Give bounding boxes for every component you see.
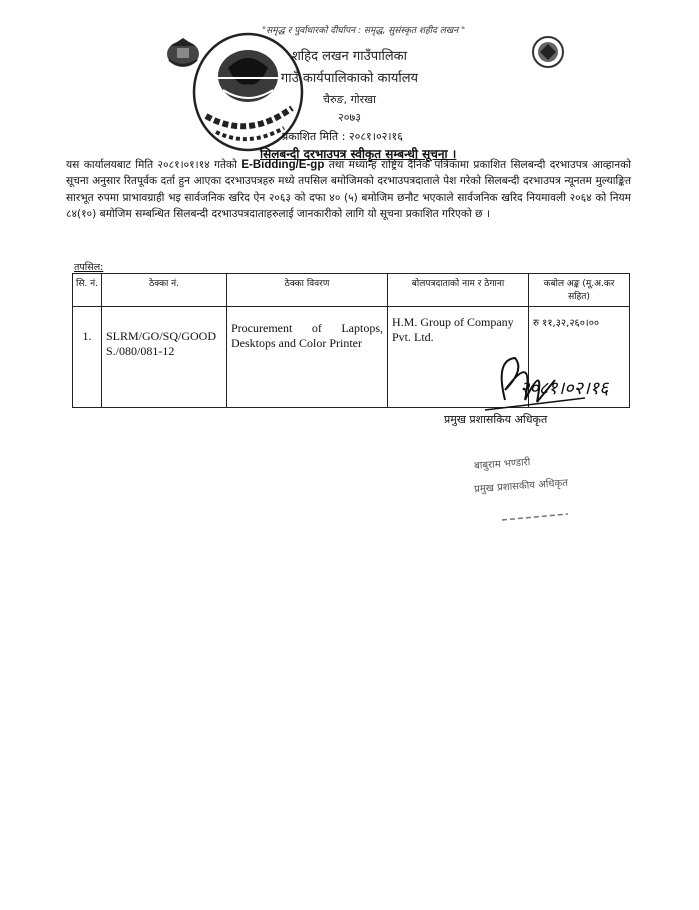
seal-underline-icon xyxy=(500,510,570,524)
row-sn: 1. xyxy=(73,307,102,408)
motto-text: "समृद्ध र पुर्वाधारको दीर्घापन : समृद्ध, सुसंस्कृत शहीद लखन " xyxy=(262,26,466,36)
office-year: २०७३ xyxy=(338,111,361,124)
published-date: प्रकाशित मिति : २०८१।०२।१६ xyxy=(282,130,403,143)
body-part-1: यस कार्यालयबाट मिति २०८१।०१।१४ गतेको xyxy=(66,159,242,171)
office-address: चैरुङ, गोरखा xyxy=(323,93,376,106)
notice-body xyxy=(66,157,631,222)
row-bidder: H.M. Group of Company Pvt. Ltd. xyxy=(388,307,529,408)
header-description: ठेक्का विवरण xyxy=(227,274,388,307)
signer-title: प्रमुख प्रशासकिय अधिकृत xyxy=(444,413,548,426)
municipality-name: शहिद लखन गाउँपालिका xyxy=(291,49,408,64)
row-description: Procurement of Laptops, Desktops and Color Printer xyxy=(227,307,388,408)
seal-title: प्रमुख प्रशासकीय अधिकृत xyxy=(473,477,569,496)
signature-date: २०८१।०२।१६ xyxy=(520,378,609,399)
table-header-row xyxy=(73,274,630,307)
header-sn: सि. नं. xyxy=(73,274,102,307)
body-bold: E-Bidding/E-gp xyxy=(241,159,325,171)
notice-subject: सिलबन्दी दरभाउपत्र स्वीकृत सम्बन्धी सूचना । xyxy=(260,147,457,161)
header-bidder: बोलपत्रदाताको नाम र ठेगाना xyxy=(388,274,529,307)
body-part-2: तथा मध्यान्ह राष्ट्रिय दैनिक पत्रिकामा प्रकाशित सिलबन्दी दरभाउपत्र आव्हानको सूचना अनुसार रितपूर्वक दर्ता हुन आएका दरभाउपत्रहरु मध्ये तपसिल बमोजिमको दरभाउपत्रदाताले पेश गरेको सिलबन्दी दरभाउपत्र न्यूनतम मुल्याङ्कित सारभूत रुपमा प्राभावग्राही भइ सार्वजनिक खरिद ऐन २०६३ को दफा ४० (५) बमोजिम छनौट भएकाले सार्वजनिक खरिद नियमावली २०६४ को नियम ८४(१०) बमोजिम सम्बन्धित सिलबन्दी दरभाउपत्रदाताहरुलाई जानकारीको लागि यो सूचना प्रकाशित गरिएको छ । xyxy=(66,159,631,220)
table-caption: तपसिल: xyxy=(74,262,104,273)
header-amount: कबोल अङ्क (मू.अ.कर सहित) xyxy=(529,274,630,307)
office-name: गाउँ कार्यपालिकाको कार्यालय xyxy=(280,71,419,86)
row-contract-no: SLRM/GO/SQ/GOODS./080/081-12 xyxy=(102,307,227,408)
row-amount: रु ११,३२,२६०।०० xyxy=(529,307,630,408)
seal-name: बाबुराम भण्डारी xyxy=(473,457,531,472)
header-contract-no: ठेक्का नं. xyxy=(102,274,227,307)
